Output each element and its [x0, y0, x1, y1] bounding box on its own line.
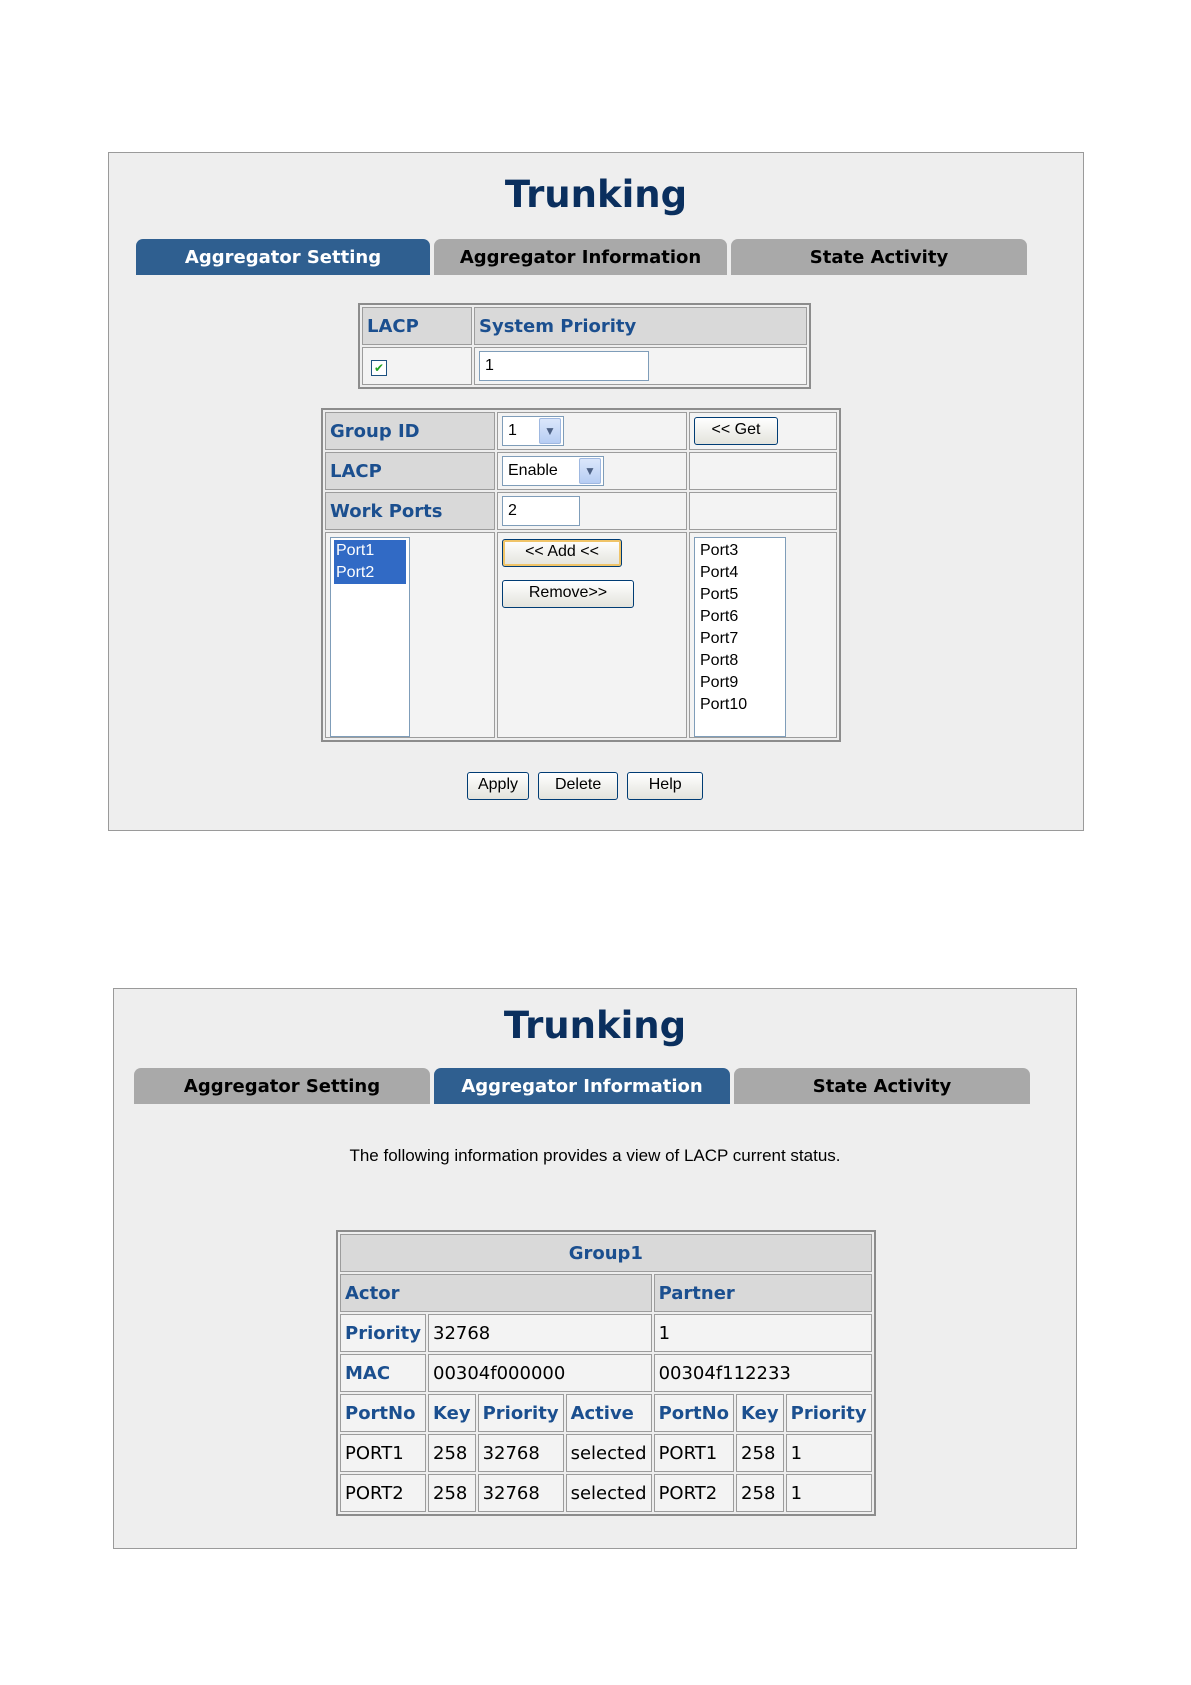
- column-header: PortNo: [654, 1394, 734, 1432]
- get-button[interactable]: << Get: [694, 417, 778, 445]
- lacp-priority-table: [358, 303, 811, 389]
- remove-port-button[interactable]: Remove>>: [502, 580, 634, 608]
- table-cell: PORT1: [340, 1434, 426, 1472]
- priority-label: Priority: [340, 1314, 426, 1352]
- aggregator-setting-panel: [108, 152, 1084, 831]
- info-text: The following information provides a view of LACP current status.: [349, 1146, 841, 1165]
- list-item[interactable]: Port5: [700, 586, 739, 603]
- system-priority-header: System Priority: [474, 307, 807, 345]
- lacp-header: LACP: [362, 307, 472, 345]
- partner-header: Partner: [654, 1274, 872, 1312]
- group-form-table: [321, 408, 841, 742]
- partner-priority: 1: [654, 1314, 872, 1352]
- column-header: PortNo: [340, 1394, 426, 1432]
- table-cell: selected: [566, 1434, 652, 1472]
- page-title: Trunking: [504, 173, 688, 216]
- lacp-checkbox[interactable]: ✔: [371, 360, 387, 376]
- table-cell: 32768: [478, 1474, 564, 1512]
- tab-aggregator-setting[interactable]: Aggregator Setting: [136, 239, 430, 275]
- table-row: [340, 1434, 872, 1472]
- lacp-value: Enable: [508, 462, 558, 479]
- table-cell: 258: [736, 1434, 784, 1472]
- column-header: Priority: [478, 1394, 564, 1432]
- table-cell: PORT2: [654, 1474, 734, 1512]
- list-item[interactable]: Port3: [700, 542, 739, 559]
- add-port-button[interactable]: << Add <<: [502, 539, 622, 567]
- tab-aggregator-setting[interactable]: Aggregator Setting: [134, 1068, 430, 1104]
- table-cell: PORT2: [340, 1474, 426, 1512]
- tab-state-activity[interactable]: State Activity: [734, 1068, 1030, 1104]
- page-title: Trunking: [503, 1004, 687, 1047]
- column-header: Key: [736, 1394, 784, 1432]
- available-ports-list[interactable]: [694, 537, 786, 737]
- aggregator-information-panel: [113, 988, 1077, 1549]
- mac-label: MAC: [340, 1354, 426, 1392]
- table-cell: selected: [566, 1474, 652, 1512]
- apply-button[interactable]: Apply: [467, 772, 529, 800]
- group-id-label: Group ID: [325, 412, 495, 450]
- chevron-down-icon: ▼: [539, 418, 561, 444]
- list-item[interactable]: Port9: [700, 674, 739, 691]
- actor-header: Actor: [340, 1274, 652, 1312]
- selected-ports-list[interactable]: [330, 537, 410, 737]
- table-cell: 32768: [478, 1434, 564, 1472]
- lacp-status-table: [336, 1230, 876, 1516]
- tab-aggregator-information[interactable]: Aggregator Information: [434, 239, 727, 275]
- list-item[interactable]: Port7: [700, 630, 739, 647]
- list-item[interactable]: Port1: [334, 540, 406, 562]
- group-id-value: 1: [508, 422, 517, 439]
- table-cell: PORT1: [654, 1434, 734, 1472]
- column-header: Key: [428, 1394, 476, 1432]
- list-item[interactable]: Port6: [700, 608, 739, 625]
- work-ports-input[interactable]: [502, 496, 580, 526]
- tab-bar: [134, 1068, 1030, 1104]
- actor-priority: 32768: [428, 1314, 652, 1352]
- system-priority-input[interactable]: [479, 351, 649, 381]
- table-cell: 258: [736, 1474, 784, 1512]
- delete-button[interactable]: Delete: [538, 772, 618, 800]
- table-cell: 258: [428, 1434, 476, 1472]
- tab-state-activity[interactable]: State Activity: [731, 239, 1027, 275]
- list-item[interactable]: Port4: [700, 564, 739, 581]
- chevron-down-icon: ▼: [579, 458, 601, 484]
- group-id-select[interactable]: [502, 416, 564, 446]
- work-ports-label: Work Ports: [325, 492, 495, 530]
- list-item[interactable]: Port8: [700, 652, 739, 669]
- table-cell: 1: [786, 1474, 872, 1512]
- lacp-label: LACP: [325, 452, 495, 490]
- group-name-header: Group1: [340, 1234, 872, 1272]
- table-row: [340, 1474, 872, 1512]
- table-cell: 1: [786, 1434, 872, 1472]
- column-header: Active: [566, 1394, 652, 1432]
- column-header: Priority: [786, 1394, 872, 1432]
- partner-mac: 00304f112233: [654, 1354, 872, 1392]
- list-item[interactable]: Port10: [700, 696, 748, 713]
- table-cell: 258: [428, 1474, 476, 1512]
- help-button[interactable]: Help: [627, 772, 703, 800]
- action-buttons: [467, 772, 703, 800]
- lacp-select[interactable]: [502, 456, 604, 486]
- actor-mac: 00304f000000: [428, 1354, 652, 1392]
- tab-bar: [136, 239, 1027, 275]
- list-item[interactable]: Port2: [334, 562, 406, 584]
- tab-aggregator-information[interactable]: Aggregator Information: [434, 1068, 730, 1104]
